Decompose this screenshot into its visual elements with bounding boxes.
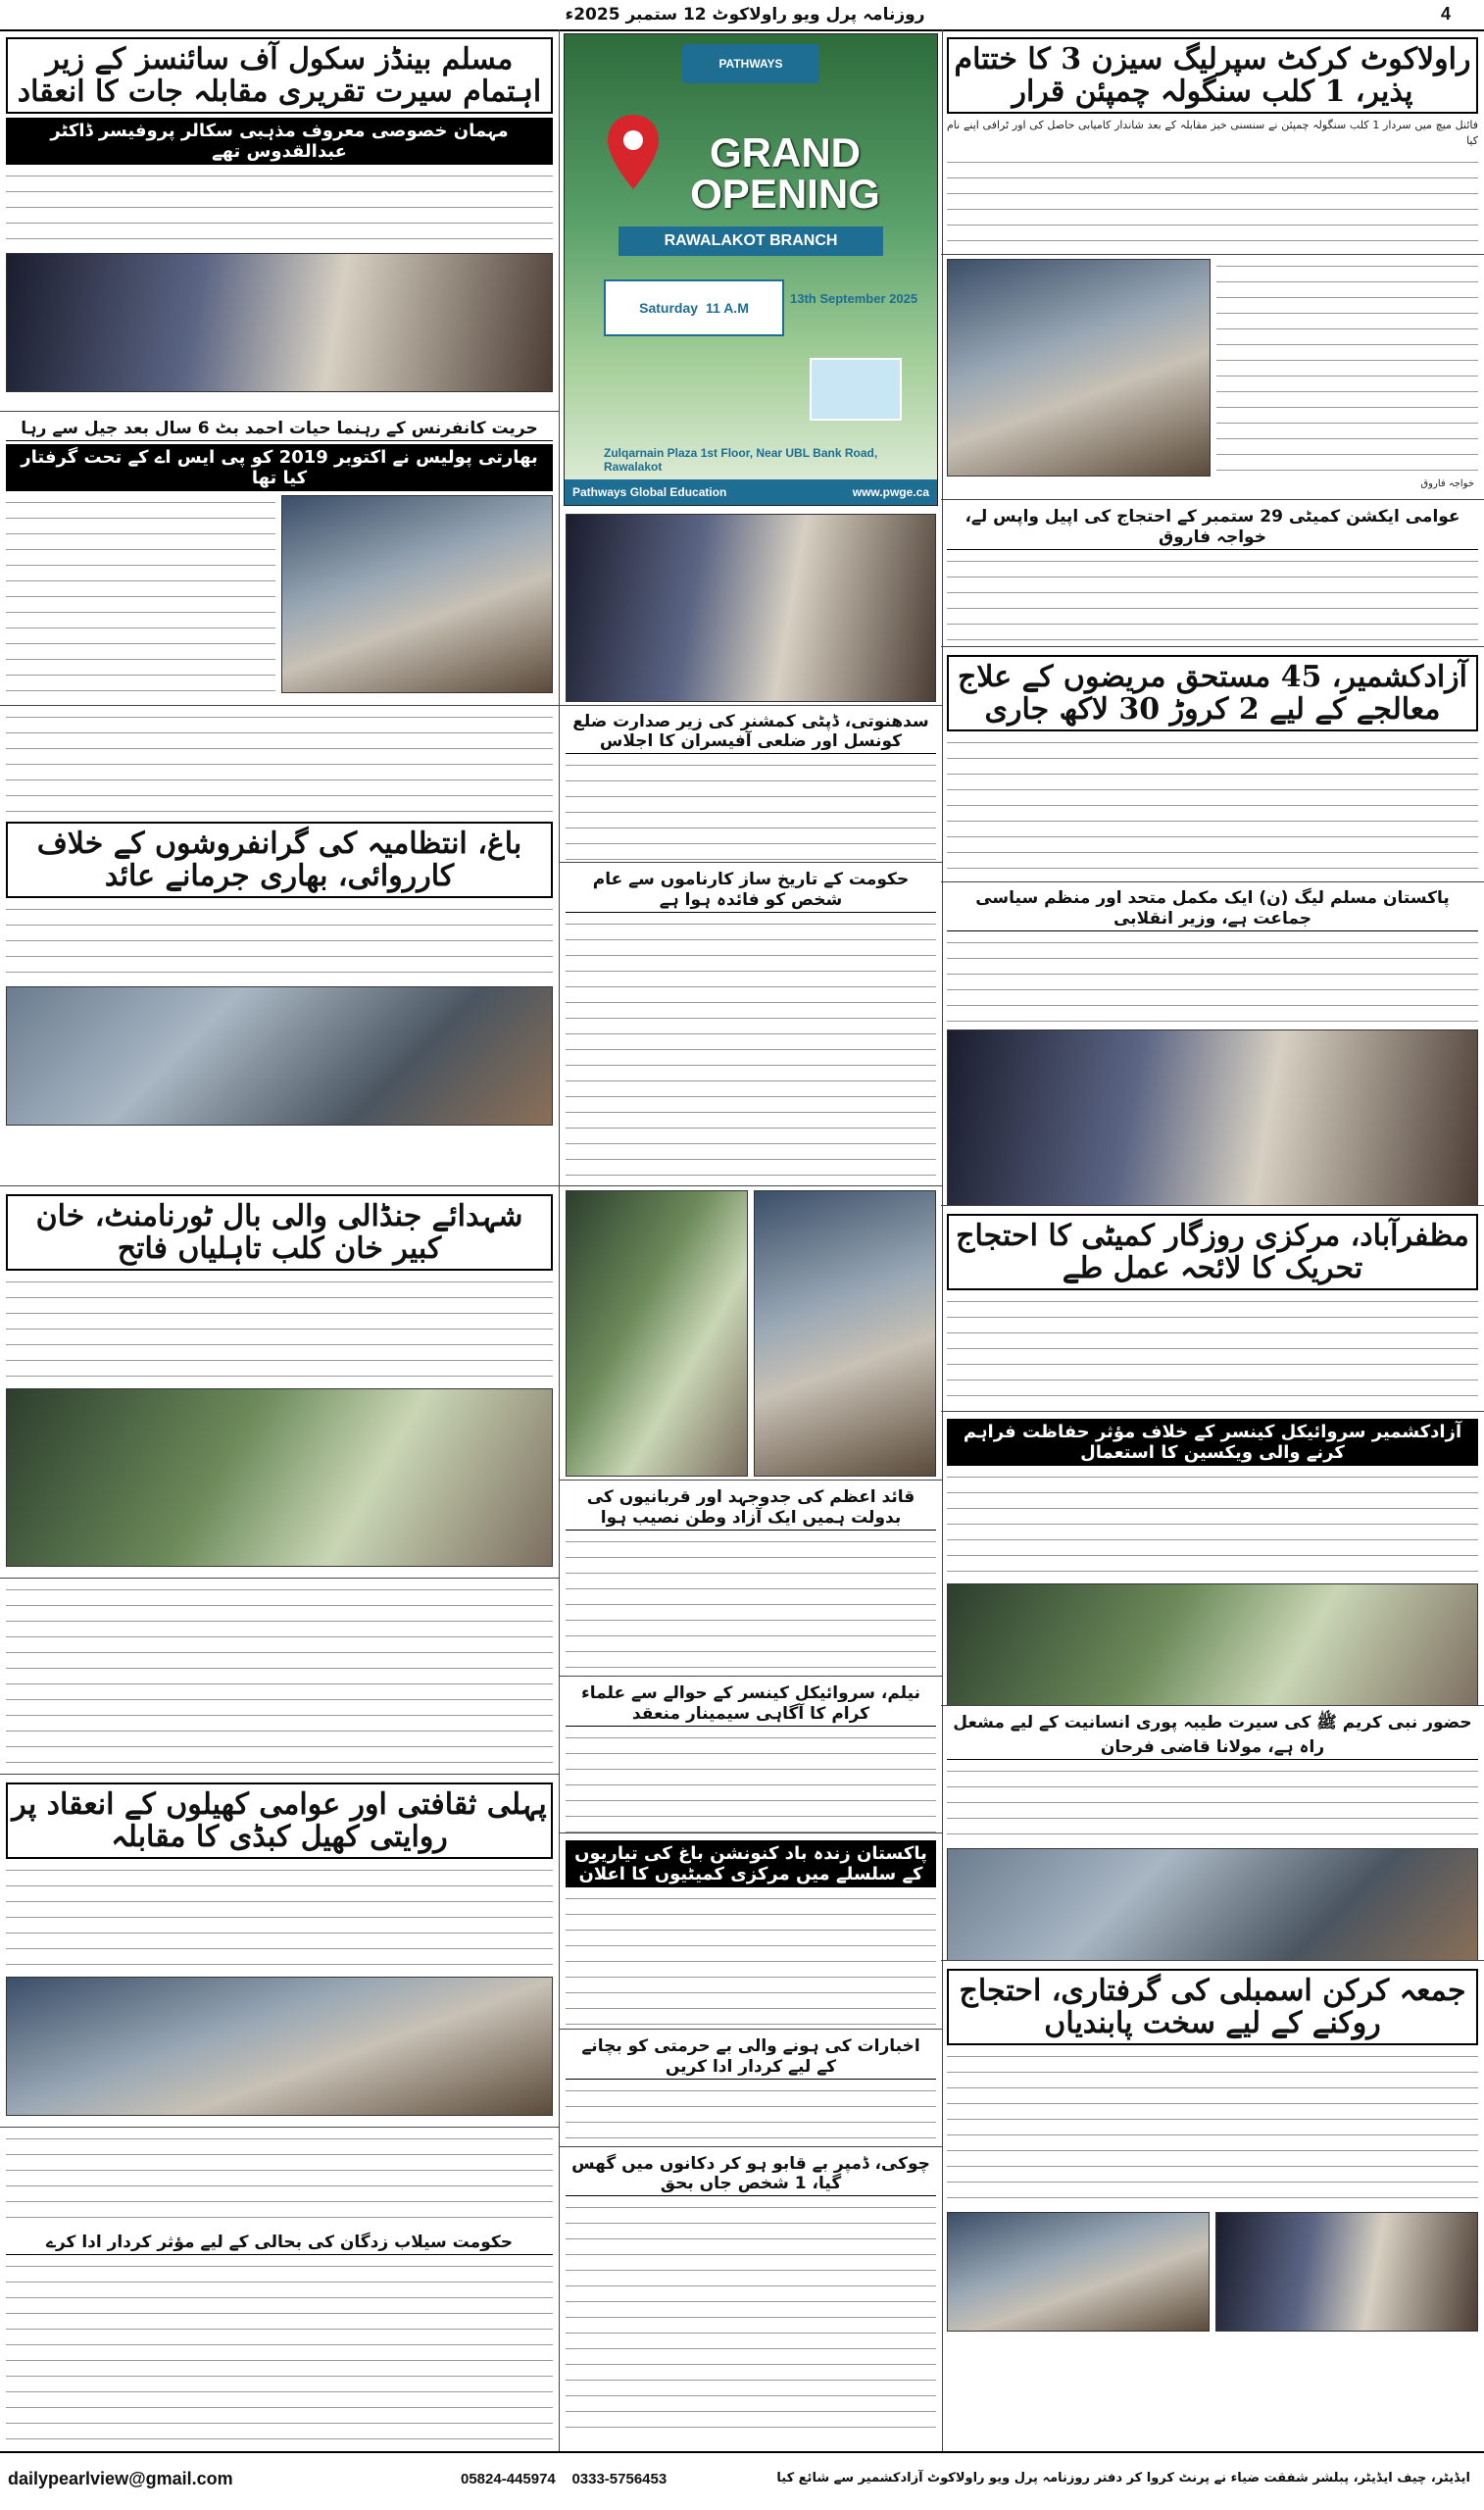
column-left [0, 29, 559, 2451]
photo-seminar [947, 1583, 1478, 1706]
headline-cancer-seminar: نیلم، سروائیکل کینسر کے حوالے سے علماء کرام کا آگاہی سیمینار منعقد [566, 1681, 936, 1727]
photo-volleyball-team [6, 1388, 553, 1567]
headline-employment: مظفرآباد، مرکزی روزگار کمیٹی کا احتجاج تحریک کا لائحہ عمل طے [947, 1214, 1478, 1290]
date-line: روزنامہ پرل ویو راولاکوٹ 12 ستمبر 2025ء [565, 5, 925, 25]
article-text-lines [947, 1470, 1478, 1578]
article-text-lines [6, 169, 553, 247]
article-body: فائنل میچ میں سردار 1 کلب سنگولہ چمپئن نے سنسنی خیز مقابلہ کے بعد شاندار کامیابی حاصل کی اور ٹرافی اپنے نام کیا [947, 119, 1478, 147]
headline-volleyball: شہدائے جنڈالی والی بال ٹورنامنٹ، خان کبیر خان کلب تاہلیاں فاتح [6, 1194, 553, 1271]
footer-imprint: ایڈیٹر، چیف ایڈیٹر، پبلشر شفقت ضیاء نے پرنٹ کروا کر دفتر روزنامہ پرل ویو راولاکوٹ آزادکشمیر سے شائع کیا [776, 2471, 1470, 2485]
article-text-lines [6, 1582, 553, 1769]
ad-website[interactable]: www.pwge.ca [852, 485, 929, 499]
article-vaccine [941, 1412, 1484, 1706]
headline-quaid: قائد اعظم کی جدوجہد اور قربانیوں کی بدولت ہمیں ایک آزاد وطن نصیب ہوا [566, 1484, 936, 1531]
photo-school-event [6, 253, 553, 392]
ad-building-image [810, 358, 902, 421]
photo-street [754, 1190, 936, 1477]
article-photo-cricket [941, 255, 1484, 500]
headline-price-control: باغ، انتظامیہ کی گرانفروشوں کے خلاف کارروائی، بھاری جرمانے عائد [6, 822, 553, 898]
ad-date: 13th September 2025 [790, 291, 918, 306]
column-middle [559, 29, 943, 2451]
footer-mobile-number: 0333-5756453 [571, 2471, 668, 2487]
page-number: 4 [1441, 4, 1452, 24]
article-text-lines [6, 495, 275, 691]
pathways-logo: PATHWAYS [682, 44, 819, 83]
ad-brand: Pathways Global Education [572, 485, 727, 499]
article-action-committee [941, 500, 1484, 647]
headline-council: سدھنوتی، ڈپٹی کمشنر کی زیر صدارت ضلع کونسل اور ضلعی آفیسران کا اجلاس [566, 710, 936, 754]
headline-dumper: چوکی، ڈمپر بے قابو ہو کر دکانوں میں گھس گیا، 1 شخص جاں بحق [566, 2151, 936, 2196]
article-kabaddi [0, 1775, 559, 2128]
article-school-seerat [0, 29, 559, 412]
article-dumper [560, 2147, 942, 2441]
article-newspapers [560, 2030, 942, 2147]
headline-hurriyat: حریت کانفرنس کے رہنما حیات احمد بٹ 6 سال بعد جیل سے رہا [6, 416, 553, 441]
headline-school-seerat: مسلم بینڈز سکول آف سائنسز کے زیر اہتمام سیرت تقریری مقابلہ جات کا انعقاد [6, 37, 553, 114]
article-flood [0, 2128, 559, 2451]
article-price-control [0, 706, 559, 1186]
subheadline-hurriyat: بھارتی پولیس نے اکتوبر 2019 کو پی ایس اے کے تحت گرفتار کیا تھا [6, 444, 553, 491]
photo-women-meeting [1215, 2212, 1478, 2332]
article-quaid [560, 1481, 942, 1677]
headline-kabaddi: پہلی ثقافتی اور عوامی کھیلوں کے انعقاد پر روایتی کھیل کبڈی کا مقابلہ [6, 1782, 553, 1859]
advertisement-pathways [564, 33, 938, 506]
article-muslim-league [941, 882, 1484, 1206]
ad-title: GRAND OPENING [690, 129, 880, 217]
ad-footer [565, 479, 937, 505]
ad-branch: RAWALAKOT BRANCH [618, 226, 883, 256]
headline-arrest: جمعہ کرکن اسمبلی کی گرفتاری، احتجاج روکنے کے لیے سخت پابندیاں [947, 1969, 1478, 2045]
article-employment-committee [941, 1206, 1484, 1412]
photo-gathering [947, 1848, 1478, 1961]
article-meeting-photo [560, 510, 942, 706]
photo-tower [566, 1190, 748, 1477]
footer [0, 2451, 1484, 2510]
article-text-lines [6, 1275, 553, 1382]
footer-phone [461, 2471, 667, 2487]
article-text-lines [947, 735, 1478, 882]
photo-officials [947, 2212, 1210, 2332]
article-text-lines [1216, 259, 1478, 475]
headline-newspapers: اخبارات کی ہونے والی بے حرمتی کو بچانے کے لیے کردار ادا کریں [566, 2033, 936, 2080]
article-volleyball [0, 1186, 559, 1579]
article-tower-photo [560, 1186, 942, 1481]
ad-time: 11 A.M [706, 300, 749, 316]
article-text-lines [947, 1764, 1478, 1842]
headline-government: حکومت کے تاریخ ساز کارناموں سے عام شخص کو فائدہ ہوا ہے [566, 867, 936, 913]
footer-phone-number: 05824-445974 [461, 2471, 556, 2487]
article-arrest [941, 1961, 1484, 2451]
headline-patients: آزادکشمیر، 45 مستحق مریضوں کے علاج معالجے کے لیے 2 کروڑ 30 لاکھ جاری [947, 655, 1478, 731]
article-text-lines [566, 1731, 936, 1833]
photo-cricket-winners [947, 259, 1211, 477]
headline-muslim-league: پاکستان مسلم لیگ (ن) ایک مکمل متحد اور منظم سیاسی جماعت ہے، وزیر انقلابی [947, 886, 1478, 931]
headline-vaccine: آزادکشمیر سروائیکل کینسر کے خلاف مؤثر حفاظت فراہم کرنے والی ویکسین کا استعمال [947, 1419, 1478, 1466]
article-text-lines [566, 1891, 936, 2029]
article-text-lines [566, 917, 936, 1186]
article-text-lines [6, 710, 553, 818]
photo-council-meeting [566, 514, 936, 702]
article-text-lines [6, 2259, 553, 2451]
photo-caption: خواجہ فاروق [1420, 478, 1474, 489]
photo-price-control [6, 986, 553, 1126]
headline-convention: پاکستان زندہ باد کنونشن باغ کی تیاریوں کے سلسلے میں مرکزی کمیٹیوں کا اعلان [566, 1840, 936, 1887]
article-text-lines [6, 902, 553, 980]
headline-cricket: راولاکوٹ کرکٹ سپرلیگ سیزن 3 کا ختتام پذیر، 1 کلب سنگولہ چمپئن قرار [947, 37, 1478, 114]
photo-hurriyat [281, 495, 553, 693]
article-text-lines [947, 2049, 1478, 2206]
column-right [941, 29, 1484, 2451]
headline-action-committee: عوامی ایکشن کمیٹی 29 ستمبر کے احتجاج کی اپیل واپس لے، خواجہ فاروق [947, 504, 1478, 550]
article-text-lines [947, 554, 1478, 647]
article-patients [941, 647, 1484, 882]
article-text-lines [6, 2132, 553, 2230]
article-seerat [941, 1706, 1484, 1961]
ad-address: Zulqarnain Plaza 1st Floor, Near UBL Bank Road, Rawalakot [604, 446, 878, 474]
ad-date-box [604, 279, 784, 336]
article-text-lines [566, 2083, 936, 2147]
article-text-lines [566, 2200, 936, 2441]
article-text-lines [947, 155, 1478, 255]
article-text-lines [566, 1534, 936, 1677]
photo-meeting [947, 1029, 1478, 1206]
headline-seerat: حضور نبی کریم ﷺ کی سیرت طیبہ پوری انسانیت کے لیے مشعل راہ ہے، مولانا قاضی فرحان [947, 1710, 1478, 1760]
subheadline-school-seerat: مہمان خصوصی معروف مذہبی سکالر پروفیسر ڈاکٹر عبدالقدوس تھے [6, 118, 553, 165]
article-convention [560, 1833, 942, 2030]
article-hurriyat [0, 412, 559, 706]
footer-email[interactable]: dailypearlview@gmail.com [8, 2469, 233, 2488]
article-government [560, 863, 942, 1186]
ad-day: Saturday [639, 300, 699, 316]
photo-kabaddi [6, 1977, 553, 2116]
article-text-lines [947, 935, 1478, 1024]
article-cancer-seminar [560, 1677, 942, 1833]
location-pin-icon [604, 113, 663, 191]
article-cricket [941, 29, 1484, 255]
article-raid [0, 1579, 559, 1775]
article-text-lines [566, 758, 936, 863]
article-text-lines [6, 1863, 553, 1971]
article-text-lines [947, 1294, 1478, 1412]
headline-flood: حکومت سیلاب زدگان کی بحالی کے لیے مؤثر کردار ادا کرے [6, 2230, 553, 2255]
masthead [0, 0, 1484, 31]
article-council [560, 706, 942, 863]
